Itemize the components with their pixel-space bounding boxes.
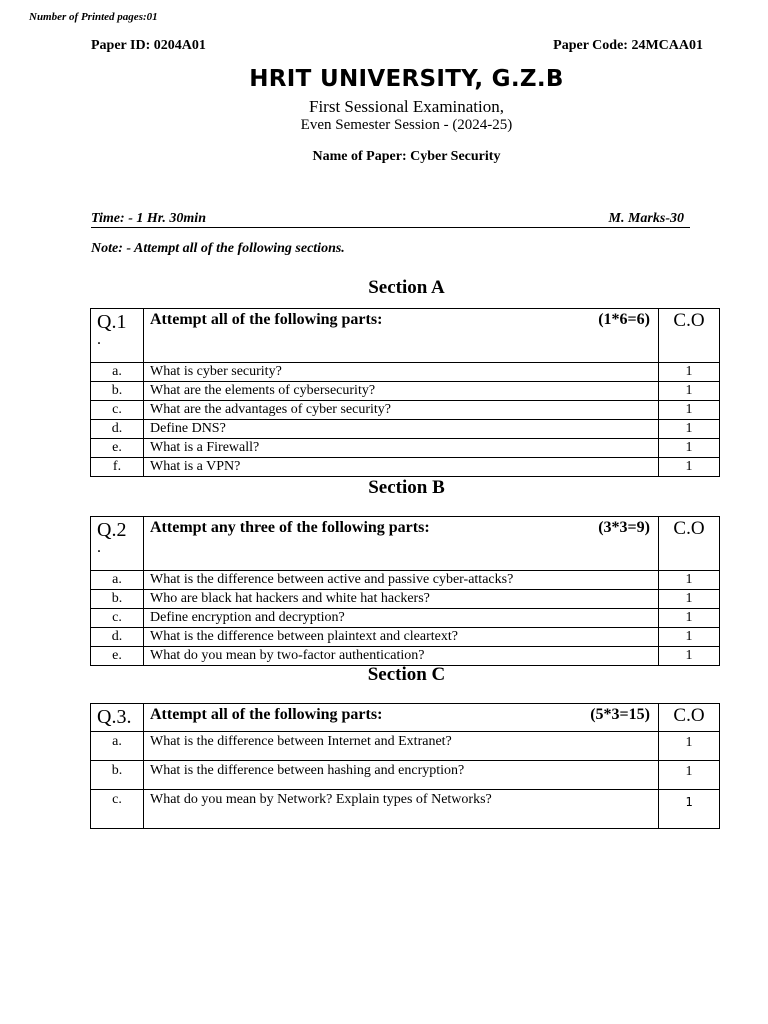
part-co: 1 [659,761,720,790]
part-label: c. [91,401,144,420]
question-number: Q.1 [97,311,127,333]
question-number: Q.3. [97,706,132,728]
part-co: 1 [659,382,720,401]
part-label: e. [91,647,144,666]
part-label: a. [91,363,144,382]
section-a-table [90,308,720,477]
university-title: HRIT UNIVERSITY, G.Z.B [249,66,564,92]
part-co: 1 [659,458,720,477]
co-header: C.O [673,705,705,726]
question-instruction: Attempt all of the following parts: [150,706,383,723]
co-header-cell [659,309,720,363]
question-row [91,790,720,829]
question-number-cell [91,704,144,732]
part-label: b. [91,761,144,790]
paper-code: Paper Code: 24MCAA01 [553,38,703,53]
part-co: 1 [659,732,720,761]
question-row [91,439,720,458]
part-label: b. [91,382,144,401]
question-instruction: Attempt any three of the following parts: [150,519,430,536]
part-text: Define DNS? [144,420,659,439]
part-co: 1 [659,647,720,666]
instruction-cell [144,309,659,363]
part-co: 1 [659,439,720,458]
part-text: Who are black hat hackers and white hat hackers? [144,590,659,609]
question-marks: (3*3=9) [598,519,650,536]
part-text: What is a Firewall? [144,439,659,458]
part-co: 1 [659,590,720,609]
question-row [91,732,720,761]
question-row [91,458,720,477]
part-label: a. [91,732,144,761]
question-number: Q.2 [97,519,127,541]
question-row [91,609,720,628]
section-b-title: Section B [368,477,445,498]
paper-name: Name of Paper: Cyber Security [312,149,501,164]
question-row [91,382,720,401]
part-text: What is a VPN? [144,458,659,477]
section-c-title: Section C [367,664,446,685]
instruction-cell [144,704,659,732]
question-number-cell [91,309,144,363]
part-co: 1 [659,420,720,439]
question-row [91,647,720,666]
session-title: Even Semester Session - (2024-25) [300,117,513,133]
co-header-cell [659,704,720,732]
part-label: c. [91,790,144,829]
part-label: a. [91,571,144,590]
section-a-title: Section A [368,277,445,298]
part-co: 1 [659,609,720,628]
question-row [91,420,720,439]
time-marks-row [91,211,690,228]
part-text: What are the elements of cybersecurity? [144,382,659,401]
exam-note: Note: - Attempt all of the following sections. [91,241,345,256]
question-row [91,590,720,609]
part-text: What is cyber security? [144,363,659,382]
question-row [91,401,720,420]
part-text: What is the difference between hashing and encryption? [144,761,659,790]
part-text: What do you mean by Network? Explain types of Networks? [144,790,659,829]
part-label: f. [91,458,144,477]
max-marks: M. Marks-30 [608,211,684,226]
part-text: What do you mean by two-factor authentication? [144,647,659,666]
exam-title: First Sessional Examination, [308,97,505,116]
question-marks: (1*6=6) [598,311,650,328]
question-instruction: Attempt all of the following parts: [150,311,383,328]
part-text: What is the difference between Internet and Extranet? [144,732,659,761]
part-label: d. [91,420,144,439]
question-row [91,571,720,590]
part-co: 1 [659,571,720,590]
part-label: d. [91,628,144,647]
question-row [91,363,720,382]
part-text: What is the difference between active and passive cyber-attacks? [144,571,659,590]
part-label: b. [91,590,144,609]
question-marks: (5*3=15) [590,706,650,723]
co-header: C.O [673,518,705,539]
time-allowed: Time: - 1 Hr. 30min [91,211,206,226]
part-co: 1 [659,401,720,420]
part-label: e. [91,439,144,458]
section-c-table [90,703,720,829]
question-number-dot: . [97,331,101,348]
instruction-cell [144,517,659,571]
printed-pages-note: Number of Printed pages:01 [29,11,158,23]
co-header-cell [659,517,720,571]
question-number-dot: . [97,539,101,556]
part-co: 1 [659,790,720,829]
part-text: Define encryption and decryption? [144,609,659,628]
paper-id: Paper ID: 0204A01 [91,38,206,53]
part-text: What are the advantages of cyber security? [144,401,659,420]
part-co: 1 [659,628,720,647]
co-header: C.O [673,310,705,331]
question-row [91,628,720,647]
section-b-table [90,516,720,666]
part-co: 1 [659,363,720,382]
part-label: c. [91,609,144,628]
question-row [91,761,720,790]
question-number-cell [91,517,144,571]
part-text: What is the difference between plaintext and cleartext? [144,628,659,647]
